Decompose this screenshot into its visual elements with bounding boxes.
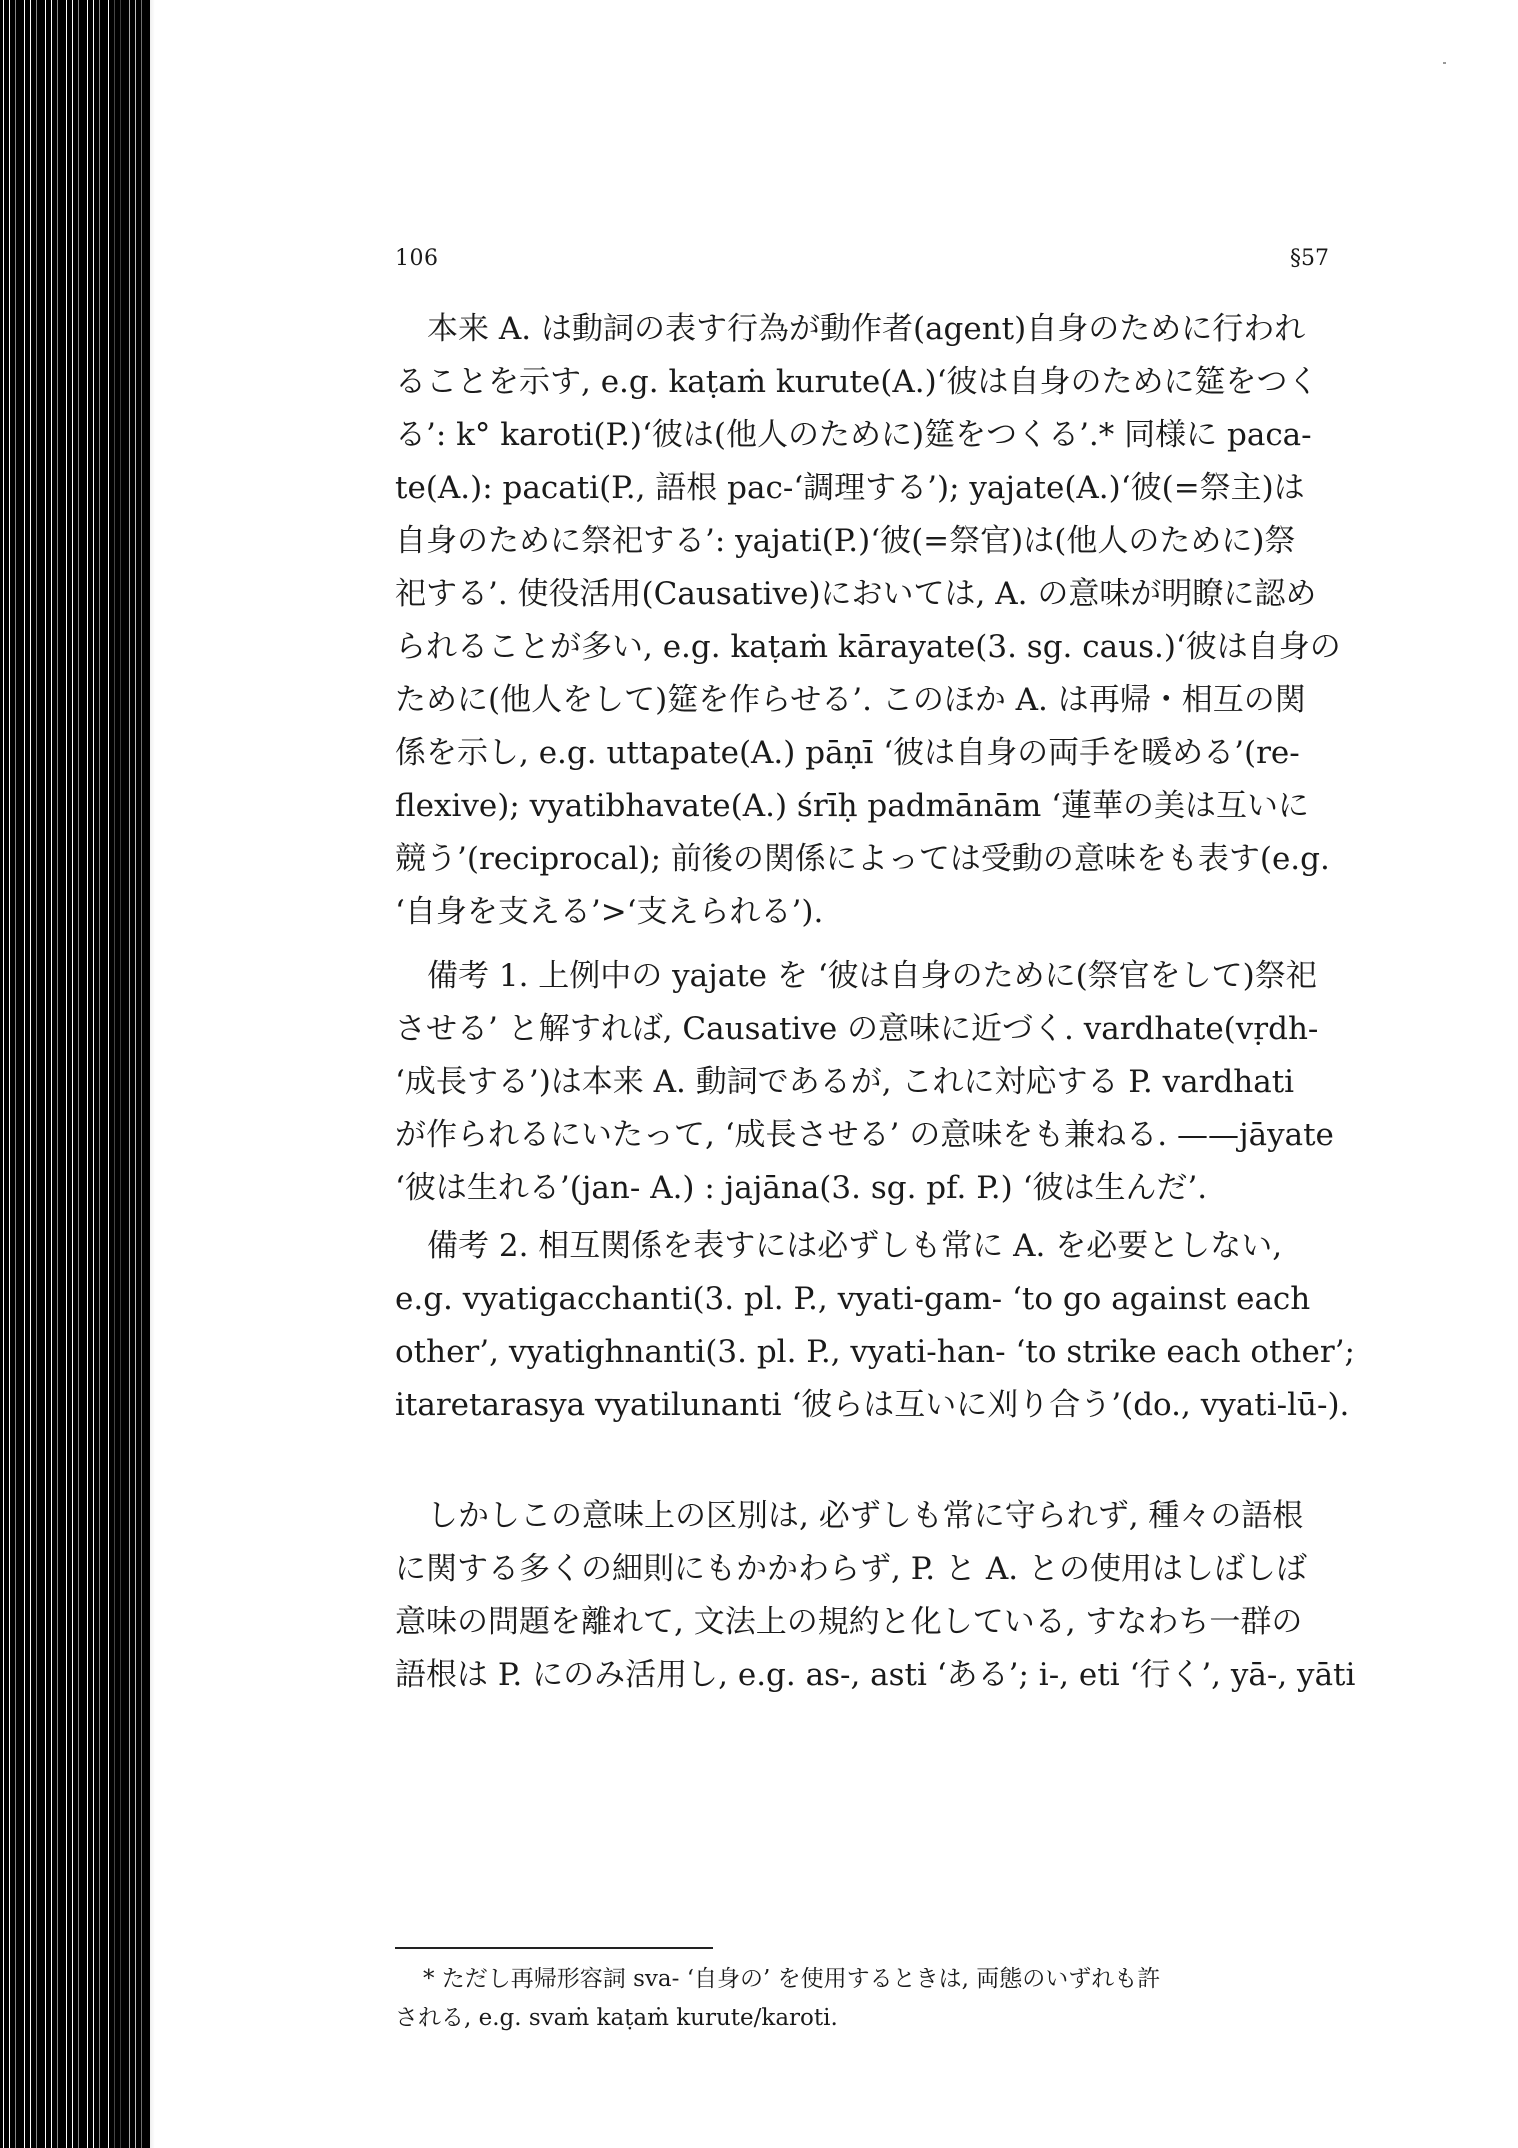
text-line: ために(他人をして)筵を作らせる’. このほか A. は再帰・相互の関: [395, 682, 1306, 718]
text-line: 備考 1. 上例中の yajate を ‘彼は自身のために(祭官をして)祭祀: [427, 958, 1317, 994]
binding-shadow: [110, 0, 155, 2148]
text-line: る’: k° karoti(P.)‘彼は(他人のために)筵をつくる’.* 同様に paca-: [395, 417, 1312, 453]
main-paragraph-2: [395, 1490, 1370, 1702]
text-line: other’, vyatighnanti(3. pl. P., vyati-han- ‘to strike each other’;: [395, 1334, 1355, 1370]
text-line: しかしこの意味上の区別は, 必ずしも常に守られず, 種々の語根: [427, 1498, 1304, 1534]
text-line: られることが多い, e.g. kaṭaṁ kārayate(3. sg. caus.)‘彼は自身の: [395, 629, 1341, 665]
section-mark: §57: [1290, 246, 1329, 271]
remark-1: [395, 950, 1370, 1215]
text-line: 祀する’. 使役活用(Causative)においては, A. の意味が明瞭に認め: [395, 576, 1317, 612]
text-line: 係を示し, e.g. uttapate(A.) pāṇī ‘彼は自身の両手を暖める’(re-: [395, 735, 1300, 771]
text-line: itaretarasya vyatilunanti ‘彼らは互いに刈り合う’(do., vyati-lū-).: [395, 1387, 1350, 1423]
text-line: 競う’(reciprocal); 前後の関係によっては受動の意味をも表す(e.g.: [395, 841, 1330, 877]
text-line: させる’ と解すれば, Causative の意味に近づく. vardhate(vṛdh-: [395, 1011, 1319, 1047]
text-line: 自身のために祭祀する’: yajati(P.)‘彼(=祭官)は(他人のために)祭: [395, 523, 1296, 559]
text-line: ‘彼は生れる’(jan- A.) : jajāna(3. sg. pf. P.) ‘彼は生んだ’.: [395, 1170, 1208, 1206]
text-line: ‘成長する’)は本来 A. 動詞であるが, これに対応する P. vardhati: [395, 1064, 1295, 1100]
text-line: 本来 A. は動詞の表す行為が動作者(agent)自身のために行われ: [427, 311, 1306, 347]
footnote-line: * ただし再帰形容詞 sva- ‘自身の’ を使用するときは, 両態のいずれも許: [423, 1966, 1161, 1992]
page-number: 106: [395, 246, 439, 271]
text-line: ‘自身を支える’>‘支えられる’).: [395, 894, 824, 930]
footnote-line: される, e.g. svaṁ kaṭaṁ kurute/karoti.: [395, 2005, 838, 2031]
text-line: 語根は P. にのみ活用し, e.g. as-, asti ‘ある’; i-, eti ‘行く’, yā-, yāti: [395, 1657, 1356, 1693]
main-paragraph-1: [395, 303, 1370, 939]
text-line: が作られるにいたって, ‘成長させる’ の意味をも兼ねる. ——jāyate: [395, 1117, 1334, 1153]
text-line: e.g. vyatigacchanti(3. pl. P., vyati-gam- ‘to go against each: [395, 1281, 1311, 1317]
footnote: [395, 1960, 1370, 2038]
text-line: te(A.): pacati(P., 語根 pac-‘調理する’); yajate(A.)‘彼(=祭主)は: [395, 470, 1305, 506]
scan-speck: [1443, 62, 1446, 64]
remark-2: [395, 1220, 1370, 1432]
text-line: ることを示す, e.g. kaṭaṁ kurute(A.)‘彼は自身のために筵をつく: [395, 364, 1319, 400]
text-line: に関する多くの細則にもかかわらず, P. と A. との使用はしばしば: [395, 1551, 1307, 1587]
text-line: 意味の問題を離れて, 文法上の規約と化している, すなわち一群の: [395, 1604, 1303, 1640]
footnote-divider: [395, 1947, 713, 1949]
text-line: flexive); vyatibhavate(A.) śrīḥ padmānām ‘蓮華の美は互いに: [395, 788, 1309, 824]
text-line: 備考 2. 相互関係を表すには必ずしも常に A. を必要としない,: [427, 1228, 1283, 1264]
